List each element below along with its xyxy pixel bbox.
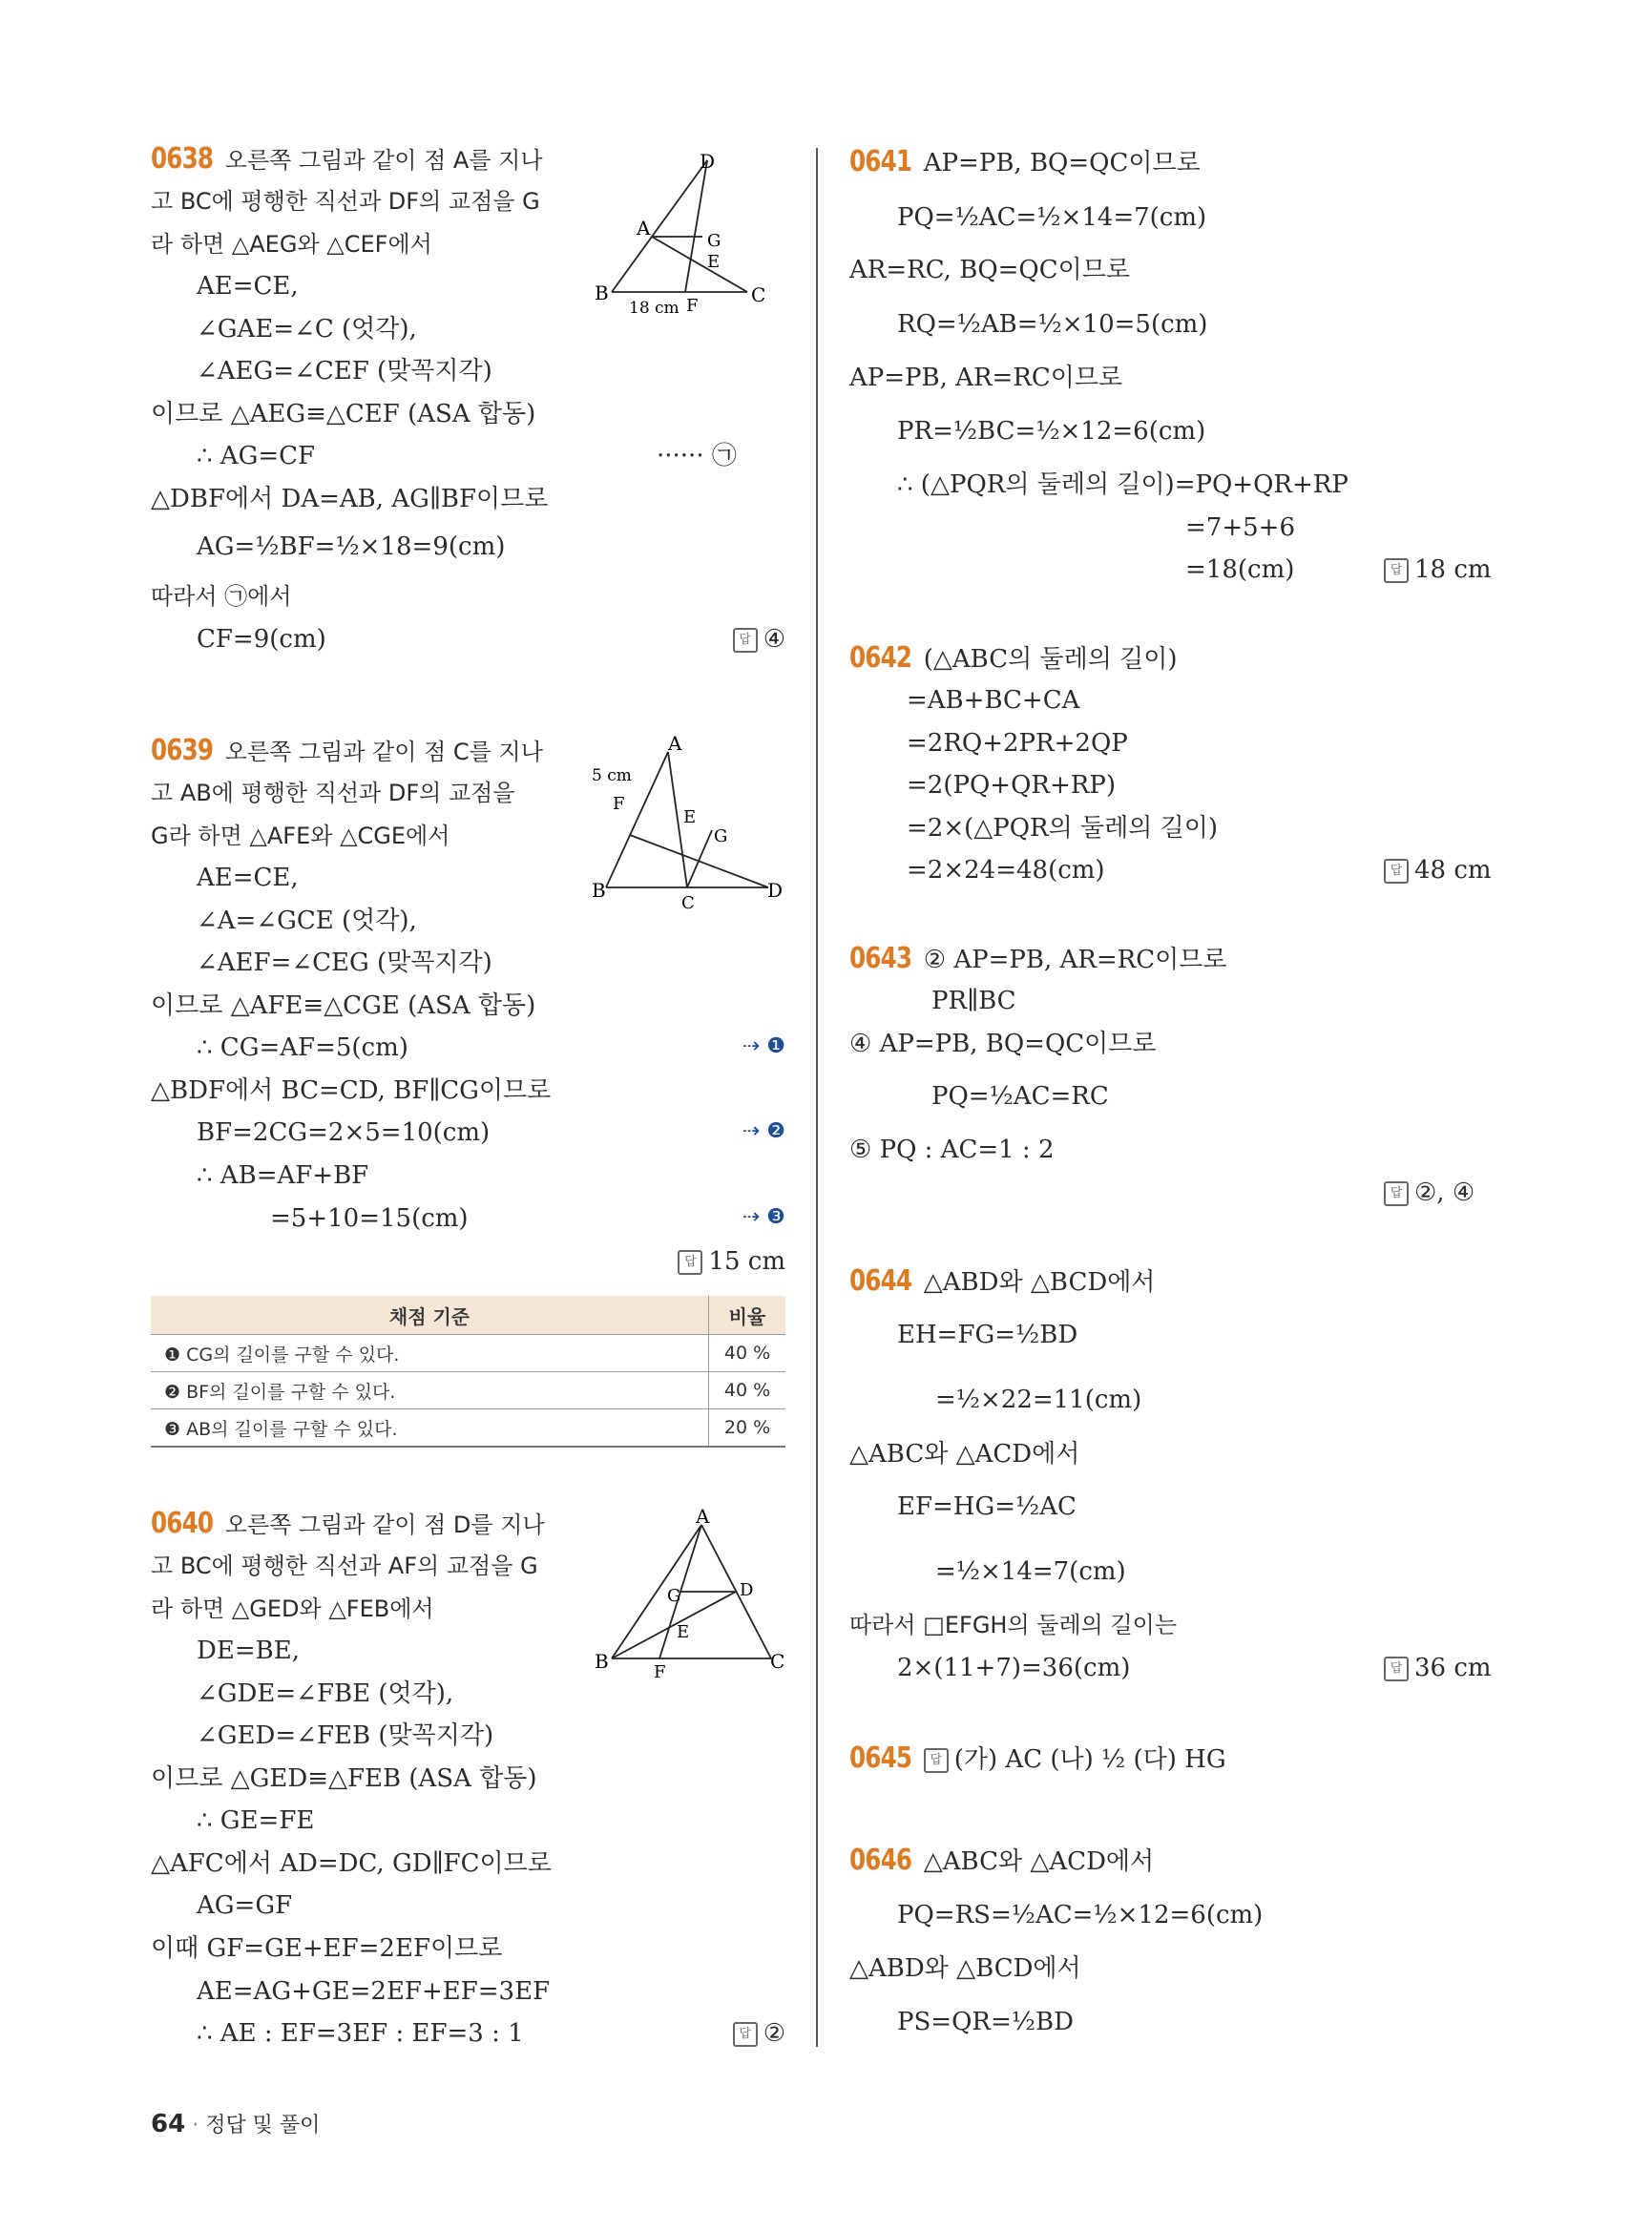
fig-label: D bbox=[700, 151, 716, 173]
answer-icon: 답 bbox=[1384, 859, 1409, 884]
problem-line: =2(PQ+QR+RP) bbox=[907, 771, 1116, 800]
equation-mark: ······ ㉠ bbox=[657, 442, 737, 470]
problem-line: 고 BC에 평행한 직선과 DF의 교점을 G bbox=[151, 188, 540, 215]
problem-line: PQ=½AC=RC bbox=[931, 1082, 1109, 1111]
problem-line: CF=9(cm) bbox=[197, 625, 326, 654]
problem-line: =18(cm) bbox=[1185, 555, 1295, 584]
problem-line: =2×(△PQR의 둘레의 길이) bbox=[907, 814, 1219, 843]
problem-line: △BDF에서 BC=CD, BF∥CG이므로 bbox=[151, 1076, 552, 1105]
problem-line: RQ=½AB=½×10=5(cm) bbox=[897, 310, 1208, 339]
problem-line: 0639 오른쪽 그림과 같이 점 C를 지나 bbox=[151, 734, 543, 767]
table-row: ❷ BF의 길이를 구할 수 있다. 40 % bbox=[151, 1372, 785, 1409]
fig-label: F bbox=[654, 1662, 666, 1679]
problem-number: 0643 bbox=[849, 942, 912, 975]
problem-line: 0646 △ABC와 △ACD에서 bbox=[849, 1844, 1155, 1877]
fig-label: F bbox=[613, 794, 625, 814]
problem-line: =½×14=7(cm) bbox=[935, 1557, 1126, 1586]
fig-label: G bbox=[707, 231, 721, 251]
problem-line: =2RQ+2PR+2QP bbox=[907, 729, 1128, 758]
problem-line: ∴ (△PQR의 둘레의 길이)=PQ+QR+RP bbox=[897, 470, 1349, 499]
problem-line: AE=CE, bbox=[197, 272, 299, 301]
problem-line: 0640 오른쪽 그림과 같이 점 D를 지나 bbox=[151, 1507, 545, 1540]
problem-line: △AFC에서 AD=DC, GD∥FC이므로 bbox=[151, 1849, 552, 1878]
problem-line: ∠GED=∠FEB (맞꼭지각) bbox=[197, 1721, 494, 1750]
grading-table bbox=[151, 1296, 785, 1448]
problem-line: PS=QR=½BD bbox=[897, 2008, 1074, 2036]
problem-line: ∴ AB=AF+BF bbox=[197, 1161, 369, 1190]
step-marker: ⇢ ❸ bbox=[742, 1205, 785, 1229]
problem-number: 0640 bbox=[151, 1507, 214, 1540]
answer-icon: 답 bbox=[678, 1250, 702, 1275]
problem-line: ∴ AE : EF=3EF : EF=3 : 1 bbox=[197, 2019, 524, 2048]
figure-0640 bbox=[595, 1508, 785, 1679]
problem-line: 0638 오른쪽 그림과 같이 점 A를 지나 bbox=[151, 142, 543, 176]
figure-0639 bbox=[592, 735, 783, 911]
answer: 답 18 cm bbox=[1384, 553, 1492, 586]
problem-line: 이므로 △AEG≡△CEF (ASA 합동) bbox=[151, 400, 536, 428]
problem-line bbox=[849, 1742, 1226, 1776]
problem-line: PQ=½AC=½×14=7(cm) bbox=[897, 203, 1207, 232]
fig-label: C bbox=[681, 893, 695, 911]
problem-number: 0645 bbox=[849, 1741, 912, 1775]
problem-line: AP=PB, AR=RC이므로 bbox=[849, 364, 1123, 392]
problem-line: 2×(11+7)=36(cm) bbox=[897, 1654, 1131, 1682]
figure-0638 bbox=[595, 151, 776, 323]
problem-line: PQ=RS=½AC=½×12=6(cm) bbox=[897, 1901, 1264, 1929]
problem-line: ∴ AG=CF bbox=[197, 442, 316, 470]
answer: 답 36 cm bbox=[1384, 1652, 1492, 1684]
fig-measure: 5 cm bbox=[592, 766, 632, 785]
answer: (가) AC (나) ½ (다) HG bbox=[953, 1745, 1226, 1774]
problem-line: 0643 ② AP=PB, AR=RC이므로 bbox=[849, 942, 1227, 975]
step-marker: ⇢ ❷ bbox=[742, 1119, 785, 1143]
problem-line: =5+10=15(cm) bbox=[270, 1204, 469, 1233]
problem-line: 라 하면 △AEG와 △CEF에서 bbox=[151, 231, 432, 258]
problem-number: 0641 bbox=[849, 145, 912, 178]
problem-number: 0644 bbox=[849, 1264, 912, 1298]
problem-line: DE=BE, bbox=[197, 1637, 300, 1665]
answer: 답 ②, ④ bbox=[1384, 1177, 1474, 1209]
problem-number: 0639 bbox=[151, 734, 214, 767]
problem-line: ∠AEG=∠CEF (맞꼭지각) bbox=[197, 357, 492, 386]
answer: 답 48 cm bbox=[1384, 854, 1492, 886]
problem-line: 라 하면 △GED와 △FEB에서 bbox=[151, 1595, 434, 1622]
fig-label: G bbox=[714, 826, 728, 846]
fig-label: D bbox=[740, 1580, 754, 1600]
answer-icon: 답 bbox=[924, 1748, 949, 1773]
fig-label: F bbox=[686, 296, 699, 316]
fig-label: E bbox=[677, 1622, 690, 1642]
problem-line: 따라서 □EFGH의 둘레의 길이는 bbox=[849, 1612, 1178, 1638]
fig-label: D bbox=[767, 879, 783, 902]
answer-icon: 답 bbox=[1384, 1181, 1409, 1206]
fig-label: B bbox=[592, 879, 606, 902]
problem-line: △DBF에서 DA=AB, AG∥BF이므로 bbox=[151, 485, 549, 513]
column-divider bbox=[816, 148, 818, 2047]
fig-label: C bbox=[770, 1650, 785, 1673]
problem-line: =7+5+6 bbox=[1185, 513, 1295, 542]
problem-line: PR∥BC bbox=[931, 987, 1016, 1015]
problem-line: AG=½BF=½×18=9(cm) bbox=[197, 532, 506, 561]
fig-label: G bbox=[667, 1586, 681, 1606]
table-row: ❶ CG의 길이를 구할 수 있다. 40 % bbox=[151, 1335, 785, 1372]
answer: 답 15 cm bbox=[678, 1245, 785, 1278]
problem-line: =AB+BC+CA bbox=[907, 686, 1080, 715]
problem-line: =½×22=11(cm) bbox=[935, 1386, 1142, 1414]
fig-label: E bbox=[683, 807, 697, 827]
problem-line: G라 하면 △AFE와 △CGE에서 bbox=[151, 823, 450, 849]
fig-label: A bbox=[668, 735, 682, 755]
problem-line: △ABD와 △BCD에서 bbox=[849, 1954, 1081, 1983]
problem-line: 0641 AP=PB, BQ=QC이므로 bbox=[849, 145, 1201, 178]
problem-number: 0642 bbox=[849, 641, 912, 675]
problem-line: 따라서 ㉠에서 bbox=[151, 583, 292, 610]
problem-line: △ABC와 △ACD에서 bbox=[849, 1440, 1080, 1469]
grading-header-ratio: 비율 bbox=[709, 1296, 786, 1335]
fig-measure: 18 cm bbox=[629, 299, 680, 318]
problem-line: ∠A=∠GCE (엇각), bbox=[197, 907, 417, 935]
problem-line: EF=HG=½AC bbox=[897, 1492, 1077, 1521]
answer-icon: 답 bbox=[733, 628, 758, 653]
answer-icon: 답 bbox=[1384, 1657, 1409, 1681]
table-row: ❸ AB의 길이를 구할 수 있다. 20 % bbox=[151, 1409, 785, 1448]
answer-icon: 답 bbox=[1384, 558, 1409, 583]
section-title: 정답 및 풀이 bbox=[205, 2114, 321, 2137]
problem-number: 0638 bbox=[151, 142, 214, 176]
fig-label: C bbox=[751, 283, 766, 306]
problem-line: 이므로 △AFE≡△CGE (ASA 합동) bbox=[151, 991, 536, 1020]
problem-line: ∴ GE=FE bbox=[197, 1806, 315, 1835]
step-marker: ⇢ ❶ bbox=[742, 1034, 785, 1058]
answer: 답 ④ bbox=[733, 623, 785, 656]
problem-line: ④ AP=PB, BQ=QC이므로 bbox=[849, 1030, 1157, 1058]
problem-line: 이때 GF=GE+EF=2EF이므로 bbox=[151, 1934, 503, 1963]
problem-line: 0642 (△ABC의 둘레의 길이) bbox=[849, 641, 1178, 675]
problem-line: ∴ CG=AF=5(cm) bbox=[197, 1033, 408, 1062]
answer-icon: 답 bbox=[733, 2022, 758, 2047]
problem-line: AE=AG+GE=2EF+EF=3EF bbox=[197, 1977, 551, 2006]
page-number: 64 bbox=[151, 2110, 186, 2138]
problem-line: ∠AEF=∠CEG (맞꼭지각) bbox=[197, 949, 492, 977]
problem-line: AR=RC, BQ=QC이므로 bbox=[849, 256, 1130, 284]
fig-label: B bbox=[595, 281, 609, 304]
problem-line: AG=GF bbox=[197, 1891, 293, 1920]
answer: 답 ② bbox=[733, 2017, 785, 2050]
problem-line: ∠GDE=∠FBE (엇각), bbox=[197, 1679, 454, 1708]
problem-line: 0644 △ABD와 △BCD에서 bbox=[849, 1264, 1156, 1298]
fig-label: E bbox=[707, 252, 721, 272]
page-footer: 64 · 정답 및 풀이 bbox=[151, 2110, 321, 2138]
grading-header-criterion: 채점 기준 bbox=[151, 1296, 709, 1335]
problem-line: AE=CE, bbox=[197, 864, 299, 892]
problem-number: 0646 bbox=[849, 1844, 912, 1877]
fig-label: A bbox=[696, 1508, 710, 1528]
problem-line: EH=FG=½BD bbox=[897, 1321, 1078, 1349]
problem-line: =2×24=48(cm) bbox=[907, 856, 1105, 885]
fig-label: B bbox=[595, 1650, 609, 1673]
problem-line: ⑤ PQ : AC=1 : 2 bbox=[849, 1136, 1055, 1164]
problem-line: 고 AB에 평행한 직선과 DF의 교점을 bbox=[151, 780, 515, 806]
problem-line: 고 BC에 평행한 직선과 AF의 교점을 G bbox=[151, 1553, 538, 1579]
problem-line: ∠GAE=∠C (엇각), bbox=[197, 315, 417, 344]
problem-line: BF=2CG=2×5=10(cm) bbox=[197, 1118, 491, 1147]
problem-line: PR=½BC=½×12=6(cm) bbox=[897, 417, 1206, 446]
problem-line: 이므로 △GED≡△FEB (ASA 합동) bbox=[151, 1764, 537, 1793]
fig-label: A bbox=[637, 217, 651, 240]
